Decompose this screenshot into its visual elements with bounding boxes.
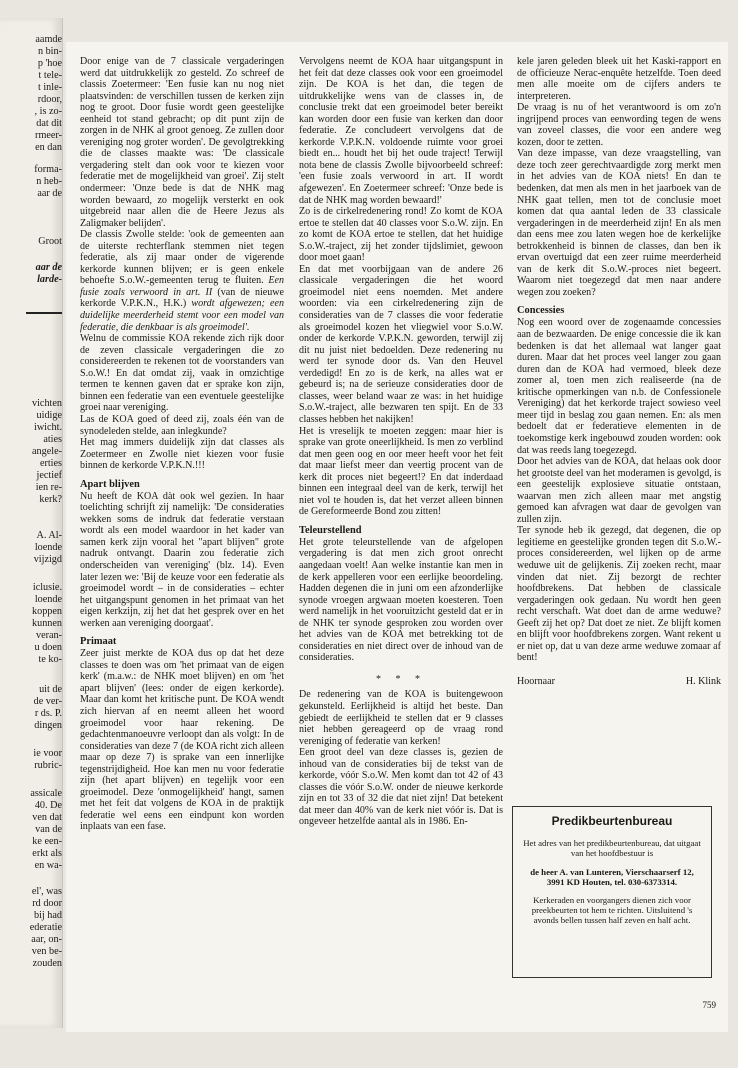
- left-page-text-fragment: te ko-: [38, 654, 62, 665]
- section-divider: * * *: [375, 673, 427, 685]
- section-heading: Concessies: [517, 305, 565, 317]
- left-page-text-fragment: aar de: [37, 188, 62, 199]
- left-page-text-fragment: rubric-: [34, 760, 62, 771]
- notice-text: Het adres van het predikbeurtenbureau, dat uitgaat van het hoofdbestuur is: [523, 838, 701, 859]
- paragraph: Nu heeft de KOA dàt ook wel gezien. In haar toelichting schrijft zij namelijk: 'De consideraties wekken soms de indruk dat federatie verstaan wordt als een model waardoor in het kader van samen kerk zijn vooral het "apart blijven" grote nadruk ontvangt. Daarin zou federatie zich onderscheiden van vereniging' (blz. 14). Even later lezen we: 'Bij de keuze voor een federatie als groeimodel wordt – in de consideraties – echter het uitgangspunt genomen in het primaat van het eigen kerkzijn, zij het dat het gesprek over en het werken aan vereniging doorgaat'.: [80, 490, 284, 629]
- paragraph: De vraag is nu of het verantwoord is om zo'n ingrijpend proces van eenwording tegen de wens van zoveel classes, die voor een andere weg kozen, door te zetten.: [517, 102, 721, 148]
- left-page-text-fragment: assicale: [30, 788, 62, 799]
- left-page-text-fragment: loende: [34, 542, 62, 553]
- left-page-text-fragment: ven be-: [31, 946, 62, 957]
- left-page-text-fragment: vichten: [32, 398, 62, 409]
- left-page-text-fragment: zouden: [32, 958, 62, 969]
- left-page-text-fragment: larde-: [37, 274, 62, 285]
- left-page-text-fragment: vijzigd: [33, 554, 62, 565]
- left-page-text-fragment: Groot: [38, 236, 62, 247]
- left-page-text-fragment: forma-: [34, 164, 62, 175]
- left-page-text-fragment: aar, on-: [31, 934, 62, 945]
- left-page-text-fragment: jectief: [36, 470, 62, 481]
- paragraph: Het is vreselijk te moeten zeggen: maar hier is sprake van grote oneerlijkheid. Is men zo verblind dat men geen oog en oor meer heeft voor het feit dat maar liefst meer dan veertig procent van de kerk dit proces niet begeert!? En dat inderdaad binnen een integraal deel van de kerk, terwijl het niet vol te houden is, dat het verzet alleen binnen de Gereformeerde Bond zou zitten!: [299, 425, 503, 518]
- left-page-text-fragment: , is zo-: [34, 106, 62, 117]
- notice-address: de heer A. van Lunteren, Vierschaarserf 12, 3991 KD Houten, tel. 030-6373314.: [530, 866, 694, 887]
- left-page-text-fragment: de ver-: [33, 696, 62, 707]
- paragraph: De classis Zwolle stelde: 'ook de gemeenten aan de uiterste rechterflank stemmen niet tegen federatie, als zij maar onder de vigerende kerkorde kunnen blijven; er is geen enkele behoefte S.o.W.-gemeenten terug te fluiten. Een fusie zoals verwoord in art. II (van de nieuwe kerkorde V.P.K.N., H.K.) wordt afgewezen; een duidelijke meerderheid stemt voor een model van federatie, die denkbaar is als groeimodel'.: [80, 229, 284, 333]
- paragraph: Ter synode heb ik gezegd, dat degenen, die op legitieme en geestelijke gronden tegen dit S.o.W.-proces considereerden, wel lijken op de arme weduwe uit de gelijkenis. Zij zoeken recht, maar vinden dat niet. Zij bezorgt de rechter hoofdbrekens. Dat hebben de classicale vergaderingen ook gedaan. Nu wordt hen geen recht verschaft. Wat doet dan de arme weduwe? Geeft zij het op? Dat doet ze niet. Ze blijft komen en blijft voor hoofdbrekens zorgen. Want rekent u er niet op, dat u van deze arme weduwe zomaar af bent!: [517, 525, 721, 664]
- notice-box: [512, 806, 712, 978]
- left-page-text-fragment: t tele-: [38, 70, 62, 81]
- paragraph: Welnu de commissie KOA rekende zich rijk door de zeven classicale vergaderingen die zo considereerden te rekenen tot de voorstanders van S.o.W.! En dat omdat zij, vaak in omzichtige termen te kennen gaven dat er sprake kon zijn, binnen een federatie van een eventuele geestelijke groei naar vereniging.: [80, 333, 284, 414]
- paragraph: Zo is de cirkelredenering rond! Zo komt de KOA ertoe te stellen dat 40 classes voor S.o.W. zijn. En zo komt de KOA ertoe te stellen, dat het huidige S.o.W.-traject, zij het zonder tijdslimiet, gewoon door moet gaan!: [299, 206, 503, 264]
- left-page-text-fragment: loende: [34, 594, 62, 605]
- signature-line: [517, 676, 721, 688]
- left-page-text-fragment: u doen: [34, 642, 62, 653]
- left-page-text-fragment: en wa-: [34, 860, 62, 871]
- paragraph: Door het advies van de KOA, dat helaas ook door het grootste deel van het moderamen is gevolgd, is een geestelijk explosieve situatie ontstaan, waarvan men zich alleen maar met angstig gemoed kan afvragen wat daar de gevolgen van zullen zijn.: [517, 456, 721, 525]
- left-page-text-fragment: n heb-: [36, 176, 62, 187]
- left-page-text-fragment: el', was: [31, 886, 62, 897]
- left-page-text-fragment: angele-: [32, 446, 62, 457]
- left-page-text-fragment: aties: [43, 434, 62, 445]
- column-3: [517, 56, 721, 687]
- left-page-text-fragment: rd door: [32, 898, 62, 909]
- left-page-text-fragment: veran-: [35, 630, 62, 641]
- column-1: [80, 56, 284, 833]
- left-page-text-fragment: uidige: [36, 410, 62, 421]
- left-page-text-fragment: kunnen: [32, 618, 62, 629]
- section-heading: Teleurstellend: [299, 524, 362, 536]
- section-heading: Primaat: [80, 636, 117, 648]
- paragraph: Van deze impasse, van deze vraagstelling, van deze toch zeer gerechtvaardigde zorg merkt men in het advies van de KOA niets! En dan te bedenken, dat men als men in het jaarboek van de NHK gaat tellen, men tot de conclusie moet komen dat qua aantal leden de 33 classicale vergaderingen in de meerderheid zijn! En als men dan eens mee zou laten wegen hoe de kerkelijke betrokkenheid is binnen de classes, dan ben ik ervan overtuigd dat een zeer ruime meerderheid van de kerk dit S.o.W.-proces niet begeert. Waarom niet toegezegd dat men naar andere wegen zou zoeken?: [517, 148, 721, 298]
- page-number: 759: [702, 1000, 716, 1010]
- left-page-text-fragment: rdoor,: [37, 94, 62, 105]
- place-name: Hoornaar: [517, 675, 555, 687]
- paragraph: Zeer juist merkte de KOA dus op dat het deze classes te doen was om 'het primaat van de eigen kerk' (m.a.w.: de NHK moet blijven) en om 'het apart blijven' (lees: onder de eigen kerkorde). Maar dan komt het kritische punt. De KOA wendt zich hiervan af en neemt alleen het woord groeimodel voor haar rekening. De gedachtenmanoeuvre verloopt dan als volgt: In de consideraties van deze 7 (de KOA richt zich alleen maar op deze 7) is sprake van een innerlijke tegenstrijdigheid. Hoe kan men nu voor federatie zijn (het apart blijven) en tegelijk voor een groeimodel. Deze 'onmogelijkheid' hangt, samen met het feit dat volgens de KOA in de praktijk federatie wel eens een eindpunt kon worden inplaats van een fase.: [80, 648, 284, 833]
- left-page-fragment: [0, 18, 63, 1028]
- left-page-text-fragment: uit de: [39, 684, 62, 695]
- paragraph: Las de KOA goed of deed zij, zoals één van de synodeleden stelde, aan inlegkunde?: [80, 413, 284, 437]
- article-page: [66, 42, 728, 1032]
- left-page-text-fragment: van de: [35, 824, 62, 835]
- paragraph: Door enige van de 7 classicale vergaderingen werd dat uitdrukkelijk zo gesteld. Zo schreef de classis Zoetermeer: 'Een fusie kan nu nog niet plaatsvinden: de verschillen tussen de kerken zijn nog te groot. Door fusie wordt geen geestelijke eenheid tot stand gebracht; op dit punt zijn de zorgen in de NHK al groot genoeg. Ze zullen door vereniging nog groter worden'. De gevolgtrekking die de classes maakte was: 'De classicale vergadering stelt dan ook voor te kiezen voor federatie met de mogelijkheid van groei'. Zij stelt ondermeer: 'Onze bede is dat de NHK mag worden bewaard, zo mogelijk versterkt en ook uitgebreid naar allen die de Heere Jezus als Zaligmaker belijden'.: [80, 56, 284, 229]
- left-page-text-fragment: A. Al-: [36, 530, 62, 541]
- left-page-text-fragment: erties: [39, 458, 62, 469]
- left-page-text-fragment: n bin-: [37, 46, 62, 57]
- paragraph: De redenering van de KOA is buitengewoon gekunsteld. Eerlijkheid is altijd het beste. Dan gebiedt de eerlijkheid te stellen dat er 9 classes niet hebben gereageerd op de vraag rond vereniging of federatie van kerken!: [299, 689, 503, 747]
- section-heading: Apart blijven: [80, 478, 140, 490]
- left-page-text-fragment: ven dat: [32, 812, 62, 823]
- left-page-text-fragment: dingen: [34, 720, 62, 731]
- paragraph: En dat met voorbijgaan van de andere 26 classicale vergaderingen die het woord groeimodel niet eens noemden. Met andere woorden: via een cirkelredenering zijn de consideraties van de 7 classes die voor federatie als groeimodel kozen het vliegwiel voor S.o.W. onder de kerkorde V.P.K.N. geworden, terwijl zij dit nu juist niet bedoelden. Deze redenering nu werd ter synode door ds. Van den Heuvel verdedigd! En zo is de kerk, na alles wat er gebeurd is; na de serieuze consideraties door de classes, weer beland waar ze was: in het huidige S.o.W.-traject, alle bezwaren ten spijt. En de 33 classes hebben het nakijken!: [299, 263, 503, 425]
- paragraph: Een groot deel van deze classes is, gezien de inhoud van de consideraties bij de tekst van de kerkorde, vóór S.o.W. Men komt dan tot 42 of 43 classes die vóór S.o.W. onder de nieuwe kerkorde zijn en tot 33 of 32 die dat niet zijn! Dat betekent dat meer dan 40% van de kerk niet vóór is. Dat is ongeveer hetzelfde aantal als in 1986. En-: [299, 747, 503, 828]
- column-2: [299, 56, 503, 828]
- left-page-text-fragment: iclusie.: [32, 582, 62, 593]
- left-page-text-fragment: en dan: [35, 142, 62, 153]
- left-page-text-fragment: p 'hoe: [37, 58, 62, 69]
- left-page-text-fragment: koppen: [32, 606, 62, 617]
- left-page-text-fragment: aar de: [35, 262, 62, 273]
- left-page-text-fragment: r ds. P.: [34, 708, 62, 719]
- left-page-text-fragment: erkt als: [32, 848, 62, 859]
- left-page-text-fragment: aamde: [35, 34, 62, 45]
- left-page-text-fragment: dat dit: [36, 118, 62, 129]
- left-page-text-fragment: ke een-: [32, 836, 62, 847]
- left-page-text-fragment: bij had: [33, 910, 62, 921]
- paragraph: Het mag immers duidelijk zijn dat classes als Zoetermeer en Zwolle niet kiezen voor fusie binnen de kerkorde V.P.K.N.!!!: [80, 437, 284, 472]
- left-page-rule: [26, 312, 62, 314]
- left-page-text-fragment: ederatie: [29, 922, 62, 933]
- left-page-text-fragment: kerk?: [39, 494, 62, 505]
- left-page-text-fragment: ien re-: [35, 482, 62, 493]
- left-page-text-fragment: rmeer-: [35, 130, 62, 141]
- left-page-text-fragment: 40. De: [34, 800, 62, 811]
- paragraph: Nog een woord over de zogenaamde concessies aan de bezwaarden. De enige concessie die ik kan bedenken is dat het allemaal wat langer gaat duren. Maar dat het proces veel langer zou gaan duren dan de KOA had vermoed, bleek deze zomer al, toen men zich realiseerde (na de kritische opmerkingen van n.b. de Confessionele Vereniging) dat het kerkorde traject sowieso veel meer tijd in beslag zou gaan nemen. En: als men bedoelt dat er federatieve elementen in de toekomstige kerk ingebouwd zouden worden: ook dat was reeds lang toegezegd.: [517, 317, 721, 456]
- paragraph: Vervolgens neemt de KOA haar uitgangspunt in het feit dat deze classes ook voor een groeimodel zijn. De KOA is het dan, die tegen de uitdrukkelijke wens van de classes in, de conclusie trekt dat een groeimodel beter bereikt kan worden door een fusie van kerken dan door federatie. Ze concludeert vervolgens dat de kerkorde V.P.K.N. voldoende ruimte voor groei biedt en... houdt het bij het oude traject! Terwijl nota bene de classis Zwolle bijvoorbeeld schreef: 'een fusie zoals verwoord in art. II wordt afgewezen'. En Zoetermeer schreef: 'Onze bede is dat de NHK mag worden bewaard!': [299, 56, 503, 206]
- paragraph: kele jaren geleden bleek uit het Kaski-rapport en de officieuze Nerac-enquête hetzelfde. Toen deed men alle moeite om de cijfers anders te interpreteren.: [517, 56, 721, 102]
- left-page-text-fragment: ie voor: [33, 748, 62, 759]
- left-page-text-fragment: iwicht.: [33, 422, 62, 433]
- paragraph: Het grote teleurstellende van de afgelopen vergadering is dat men zich groot onrecht aangedaan voelt! Aan welke instantie kan men in de kerk appelleren voor een eerlijke beoordeling. Hadden degenen die in juni om een afzonderlijke synode vroegen argwaan moeten koesteren. Toen werd namelijk in het vooruitzicht gesteld dat er in de NHK ter synode gesproken zou worden over het advies van de KOA met betrekking tot de consideraties en niet direct over de inhoud van de consideraties.: [299, 536, 503, 664]
- notice-text: Kerkeraden en voorgangers dienen zich voor preekbeurten tot hem te richten. Uitsluitend 's avonds bellen tussen half zeven en half acht.: [531, 895, 693, 926]
- author-name: H. Klink: [685, 675, 721, 687]
- left-page-text-fragment: t inle-: [37, 82, 62, 93]
- notice-title: Predikbeurtenbureau: [551, 814, 673, 828]
